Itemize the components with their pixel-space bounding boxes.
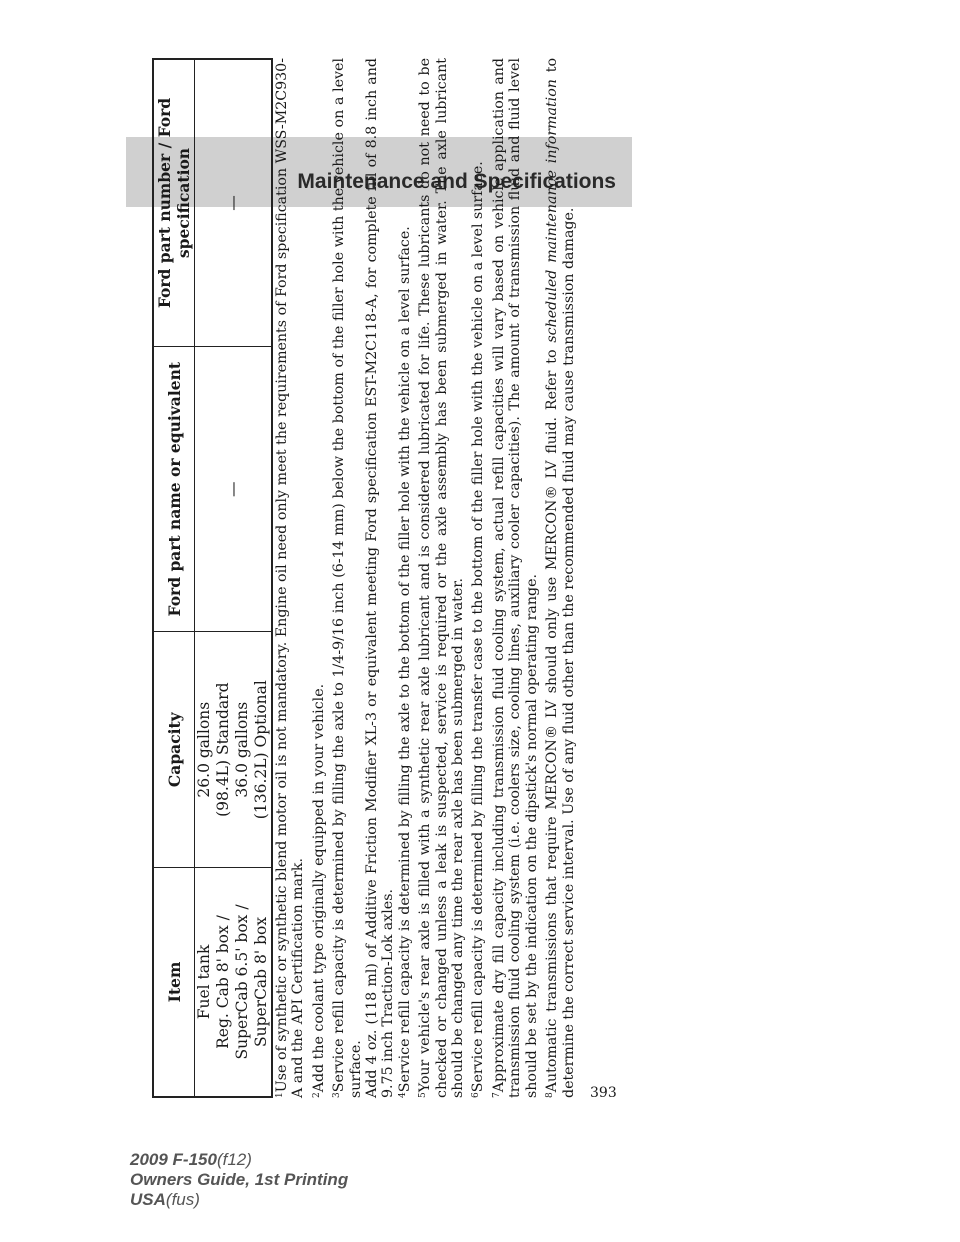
capacity-table bbox=[152, 58, 273, 1098]
footnote-5: $^5$Your vehicle's rear axle is filled with a synthetic rear axle lubricant and is considered lubricated for life. These lubricants do not need to be checked or changed unless a leak is suspected, service is required or the axle assembly has been submerged in water. The axle lubricant should be changed any time the rear axle has been submerged in water. bbox=[417, 58, 467, 1098]
footer-line-2: Owners Guide, 1st Printing bbox=[130, 1170, 349, 1189]
cell-part-number: — bbox=[195, 59, 273, 346]
footnotes bbox=[274, 58, 581, 1098]
rotated-content bbox=[152, 58, 627, 1098]
footnote-3: $^3$Service refill capacity is determined by filling the axle to 1/4-9/16 inch (6-14 mm) below the bottom of the filler hole with the vehicle on a level surface. bbox=[331, 58, 364, 1098]
cell-part-name: — bbox=[195, 346, 273, 631]
footnote-7: $^7$Approximate dry fill capacity including transmission fluid cooling system, actual refill capacities will vary based on vehicle application and transmission fluid cooling system (i.e. coolers size, cooling lines, auxiliary cooler capacities). The amount of transmission fluid and fluid level should be set by the indication on the dipstick's normal operating range. bbox=[490, 58, 540, 1098]
header-part-number: Ford part number / Ford specification bbox=[153, 59, 195, 346]
page-number: 393 bbox=[590, 1085, 617, 1101]
cell-capacity: 26.0 gallons (98.4L) Standard 36.0 gallons (136.2L) Optional bbox=[195, 632, 273, 868]
table-header-row bbox=[153, 59, 195, 1097]
scheduled-maintenance-reference: scheduled maintenance information bbox=[544, 79, 561, 343]
footnote-8: $^8$Automatic transmissions that require MERCON® LV should only use MERCON® LV fluid. Refer to scheduled maintenance information to determine the correct service interval. Use of any fluid other than the recommended fluid may cause transmission damage. bbox=[544, 58, 577, 1098]
footnote-4: $^4$Service refill capacity is determined by filling the axle to the bottom of the filler hole with the vehicle on a level surface. bbox=[396, 226, 413, 1098]
header-item: Item bbox=[153, 867, 195, 1097]
footnote-3-additive: Add 4 oz. (118 ml) of Additive Friction Modifier XL-3 or equivalent meeting Ford specification EST-M2C118-A, for complete fill of 8.8 inch and 9.75 inch Traction-Lok axles. bbox=[364, 58, 397, 1098]
footnote-6: $^6$Service refill capacity is determined by filling the transfer case to the bottom of the filler hole with the vehicle on a level surface. bbox=[470, 161, 487, 1098]
header-part-name: Ford part name or equivalent bbox=[153, 346, 195, 631]
footer-line-1: 2009 F-150(f12) bbox=[130, 1150, 252, 1169]
section-title: Maintenance and Specifications bbox=[297, 170, 616, 193]
cell-item: Fuel tank Reg. Cab 8' box / SuperCab 6.5' box / SuperCab 8' box bbox=[195, 867, 273, 1097]
header-capacity: Capacity bbox=[153, 632, 195, 868]
footnote-1: $^1$Use of synthetic or synthetic blend motor oil is not mandatory. Engine oil need only meet the requirements of Ford specification WSS-M2C930-A and the API Certification mark. bbox=[274, 58, 307, 1098]
footnote-2: $^2$Add the coolant type originally equipped in your vehicle. bbox=[310, 683, 327, 1098]
footer-line-3: USA(fus) bbox=[130, 1190, 200, 1209]
print-footer bbox=[130, 1150, 348, 1210]
table-row bbox=[195, 59, 273, 1097]
